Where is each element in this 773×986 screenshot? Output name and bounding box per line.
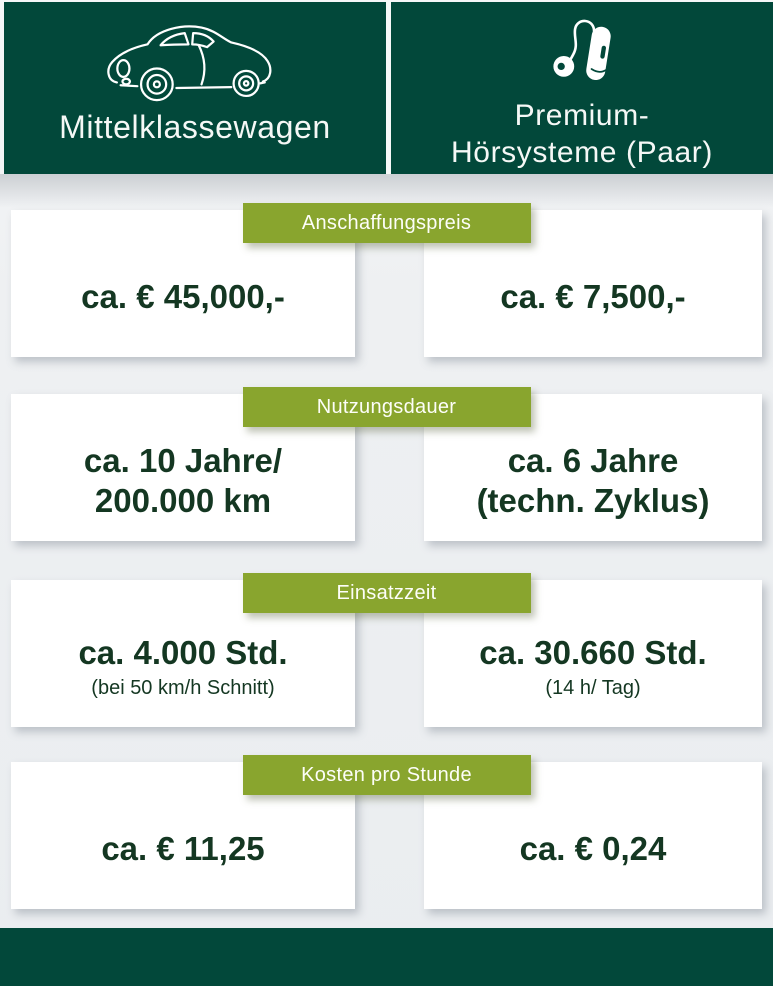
- header-right-panel: [391, 2, 773, 174]
- comparison-row-einsatzzeit: [11, 573, 762, 727]
- comparison-row-nutzungsdauer: [11, 387, 762, 541]
- card-value: ca. € 45,000,-: [81, 277, 285, 315]
- card-value: ca. € 11,25: [101, 829, 265, 867]
- hearing-aid-icon: [543, 14, 621, 98]
- header-right-title-line1: Premium-: [514, 99, 650, 132]
- card-value-line2: 200.000 km: [94, 481, 272, 519]
- row-label-badge: Einsatzzeit: [243, 573, 531, 613]
- row-label-badge: Anschaffungspreis: [243, 203, 531, 243]
- row-label-badge: Nutzungsdauer: [243, 387, 531, 427]
- card-value: ca. 10 Jahre/: [83, 441, 283, 479]
- card-value: ca. 30.660 Std.: [479, 633, 707, 671]
- card-note: (bei 50 km/h Schnitt): [91, 677, 275, 700]
- header-left-title-text: Mittelklassewagen: [59, 109, 331, 145]
- card-value: ca. 4.000 Std.: [78, 633, 288, 671]
- card-value: ca. € 7,500,-: [500, 277, 686, 315]
- header-left-title: [59, 108, 331, 147]
- footer-bar: [0, 928, 773, 986]
- card-value: ca. 6 Jahre: [507, 441, 679, 479]
- header-right-title-line2: Hörsysteme (Paar): [451, 135, 713, 169]
- card-note: (14 h/ Tag): [545, 677, 641, 700]
- comparison-row-anschaffungspreis: [11, 203, 762, 357]
- card-value: ca. € 0,24: [519, 829, 667, 867]
- header-right-title: [451, 98, 713, 171]
- header-left-panel: [4, 2, 386, 174]
- card-value-line2: (techn. Zyklus): [476, 481, 710, 519]
- car-icon: [102, 16, 288, 108]
- row-label-badge: Kosten pro Stunde: [243, 755, 531, 795]
- comparison-row-kosten-pro-stunde: [11, 755, 762, 909]
